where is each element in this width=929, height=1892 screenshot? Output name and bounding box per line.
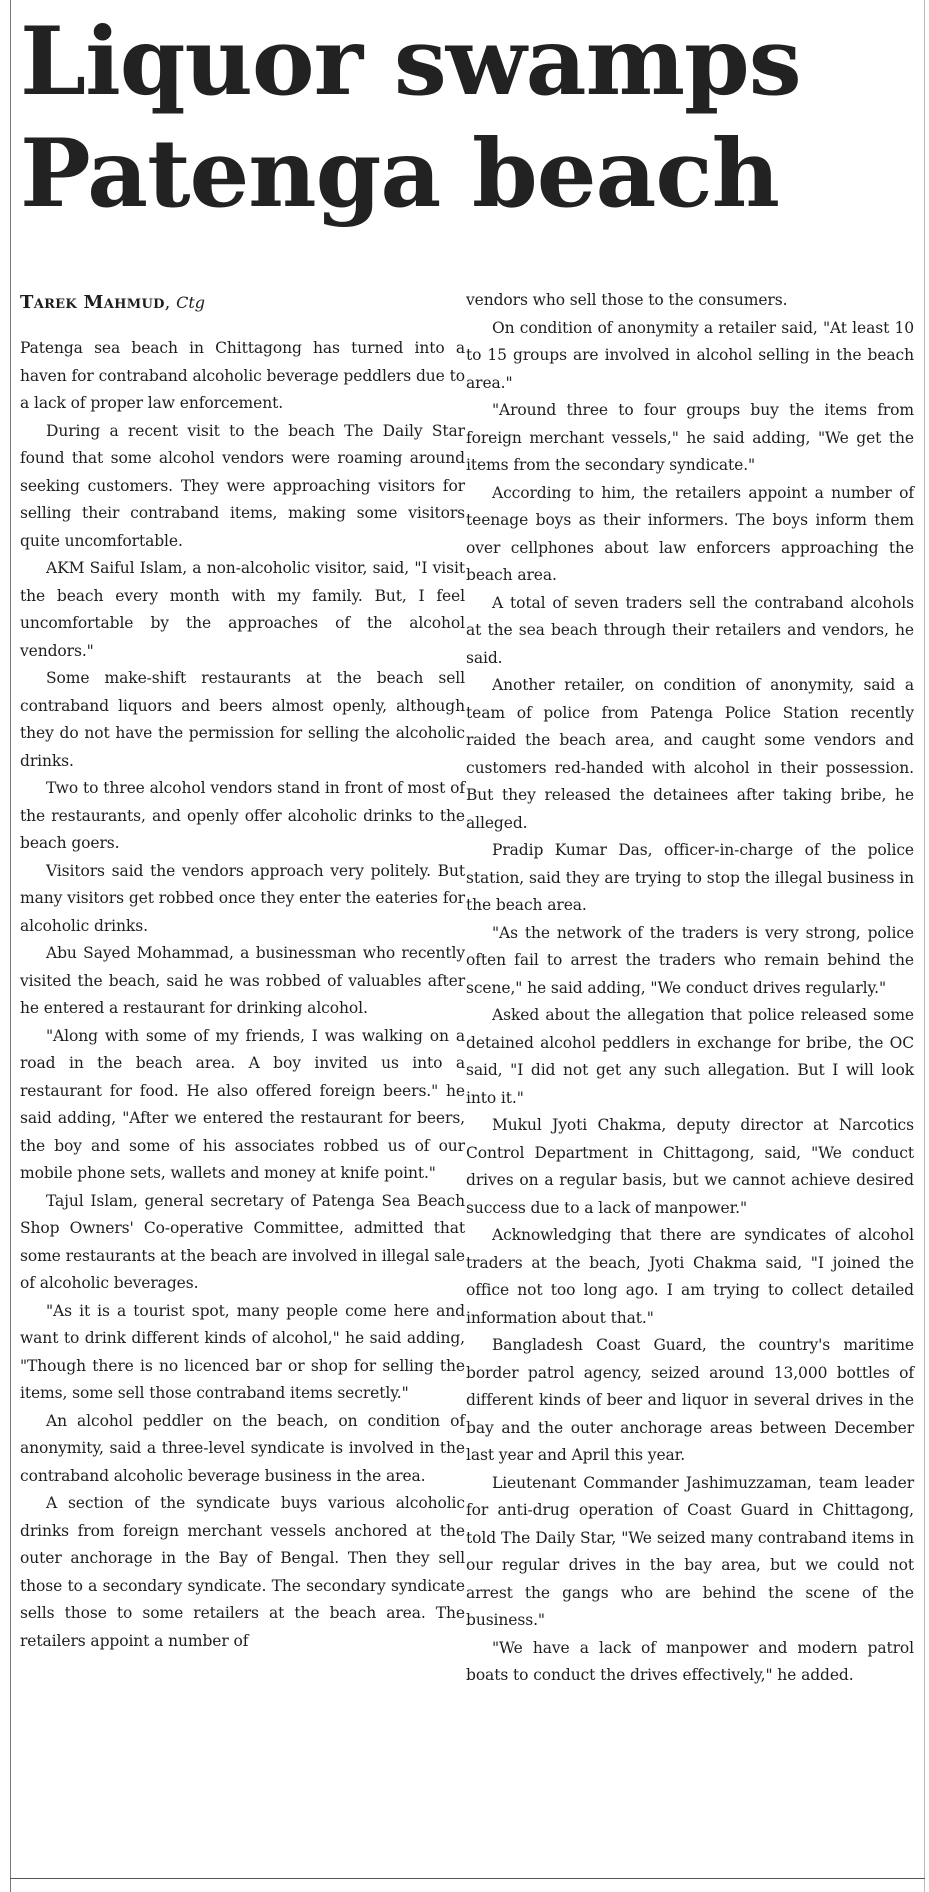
paragraph: Asked about the allegation that police released some detained alcohol peddlers in exchange for bribe, the OC said, "I did not get any such allegation. But I will look into it." bbox=[466, 1006, 914, 1107]
paragraph: Visitors said the vendors approach very politely. But many visitors get robbed once they enter the eateries for alcoholic drinks. bbox=[20, 861, 465, 935]
paragraph: Bangladesh Coast Guard, the country's maritime border patrol agency, seized around 13,000 bottles of different kinds of beer and liquor in several drives in the bay and the outer anchorage areas between December last year and April this year. bbox=[466, 1336, 914, 1464]
page-right-border bbox=[924, 0, 925, 1892]
byline-location: Ctg bbox=[176, 293, 206, 312]
paragraph: Lieutenant Commander Jashimuzzaman, team leader for anti-drug operation of Coast Guard in Chittagong, told The Daily Star, "We seized many contraband items in our regular drives in the bay area, but we could not arrest the gangs who are behind the scene of the business." bbox=[466, 1473, 914, 1629]
paragraph: Tajul Islam, general secretary of Patenga Sea Beach Shop Owners' Co-operative Committee, admitted that some restaurants at the beach are involved in illegal sale of alcoholic beverages. bbox=[20, 1191, 465, 1292]
headline: Liquor swamps Patenga beach bbox=[20, 7, 801, 229]
article-column-1 bbox=[20, 335, 465, 1655]
paragraph: AKM Saiful Islam, a non-alcoholic visitor, said, "I visit the beach every month with my family. But, I feel uncomfortable by the approaches of the alcohol vendors." bbox=[20, 559, 465, 660]
paragraph: "We have a lack of manpower and modern patrol boats to conduct the drives effectively," he added. bbox=[466, 1638, 914, 1684]
page-left-border bbox=[10, 0, 11, 1892]
paragraph: A total of seven traders sell the contraband alcohols at the sea beach through their retailers and vendors, he said. bbox=[466, 593, 914, 667]
paragraph: Some make-shift restaurants at the beach sell contraband liquors and beers almost openly, although they do not have the permission for selling the alcoholic drinks. bbox=[20, 669, 465, 770]
paragraph-continuation: vendors who sell those to the consumers. bbox=[466, 291, 788, 309]
byline: Tarek Mahmud, Ctg bbox=[20, 292, 206, 313]
paragraph: Mukul Jyoti Chakma, deputy director at Narcotics Control Department in Chittagong, said, "We conduct drives on a regular basis, but we cannot achieve desired success due to a lack of manpower." bbox=[466, 1116, 914, 1217]
paragraph: During a recent visit to the beach The Daily Star found that some alcohol vendors were roaming around seeking customers. They were approaching visitors for selling their contraband items, making some visitors quite uncomfortable. bbox=[20, 421, 465, 550]
bottom-rule bbox=[10, 1878, 925, 1879]
paragraph: "As the network of the traders is very strong, police often fail to arrest the traders who remain behind the scene," he said adding, "We conduct drives regularly." bbox=[466, 923, 914, 997]
paragraph: Abu Sayed Mohammad, a businessman who recently visited the beach, said he was robbed of valuables after he entered a restaurant for drinking alcohol. bbox=[20, 944, 465, 1017]
paragraph: Another retailer, on condition of anonymity, said a team of police from Patenga Police Station recently raided the beach area, and caught some vendors and customers red-handed with alcohol in their possession. But they released the detainees after taking bribe, he alleged. bbox=[466, 676, 914, 832]
byline-author: Tarek Mahmud bbox=[20, 292, 165, 313]
paragraph: "As it is a tourist spot, many people come here and want to drink different kinds of alcohol," he said adding, "Though there is no licenced bar or shop for selling the items, some sell those contraband items secretly." bbox=[20, 1301, 465, 1402]
paragraph: A section of the syndicate buys various alcoholic drinks from foreign merchant vessels anchored at the outer anchorage in the Bay of Bengal. Then they sell those to a secondary syndicate. The secondary syndicate sells those to some retailers at the beach area. The retailers appoint a number of bbox=[20, 1494, 465, 1650]
paragraph: Pradip Kumar Das, officer-in-charge of the police station, said they are trying to stop the illegal business in the beach area. bbox=[466, 841, 914, 914]
article-column-2 bbox=[466, 287, 914, 1690]
paragraph: "Around three to four groups buy the items from foreign merchant vessels," he said adding, "We get the items from the secondary syndicate." bbox=[466, 401, 914, 474]
paragraph: An alcohol peddler on the beach, on condition of anonymity, said a three-level syndicate is involved in the contraband alcoholic beverage business in the area. bbox=[20, 1411, 465, 1485]
paragraph: Patenga sea beach in Chittagong has turned into a haven for contraband alcoholic beverage peddlers due to a lack of proper law enforcement. bbox=[20, 339, 465, 412]
paragraph: "Along with some of my friends, I was walking on a road in the beach area. A boy invited us into a restaurant for food. He also offered foreign beers." he said adding, "After we entered the restaurant for beers, the boy and some of his associates robbed us of our mobile phone sets, wallets and money at knife point." bbox=[20, 1026, 465, 1182]
paragraph: According to him, the retailers appoint a number of teenage boys as their informers. The boys inform them over cellphones about law enforcers approaching the beach area. bbox=[466, 483, 914, 584]
paragraph: Two to three alcohol vendors stand in front of most of the restaurants, and openly offer alcoholic drinks to the beach goers. bbox=[20, 779, 465, 852]
paragraph: Acknowledging that there are syndicates of alcohol traders at the beach, Jyoti Chakma said, "I joined the office not too long ago. I am trying to collect detailed information about that." bbox=[466, 1226, 914, 1327]
paragraph: On condition of anonymity a retailer said, "At least 10 to 15 groups are involved in alcohol selling in the beach area." bbox=[466, 318, 914, 392]
